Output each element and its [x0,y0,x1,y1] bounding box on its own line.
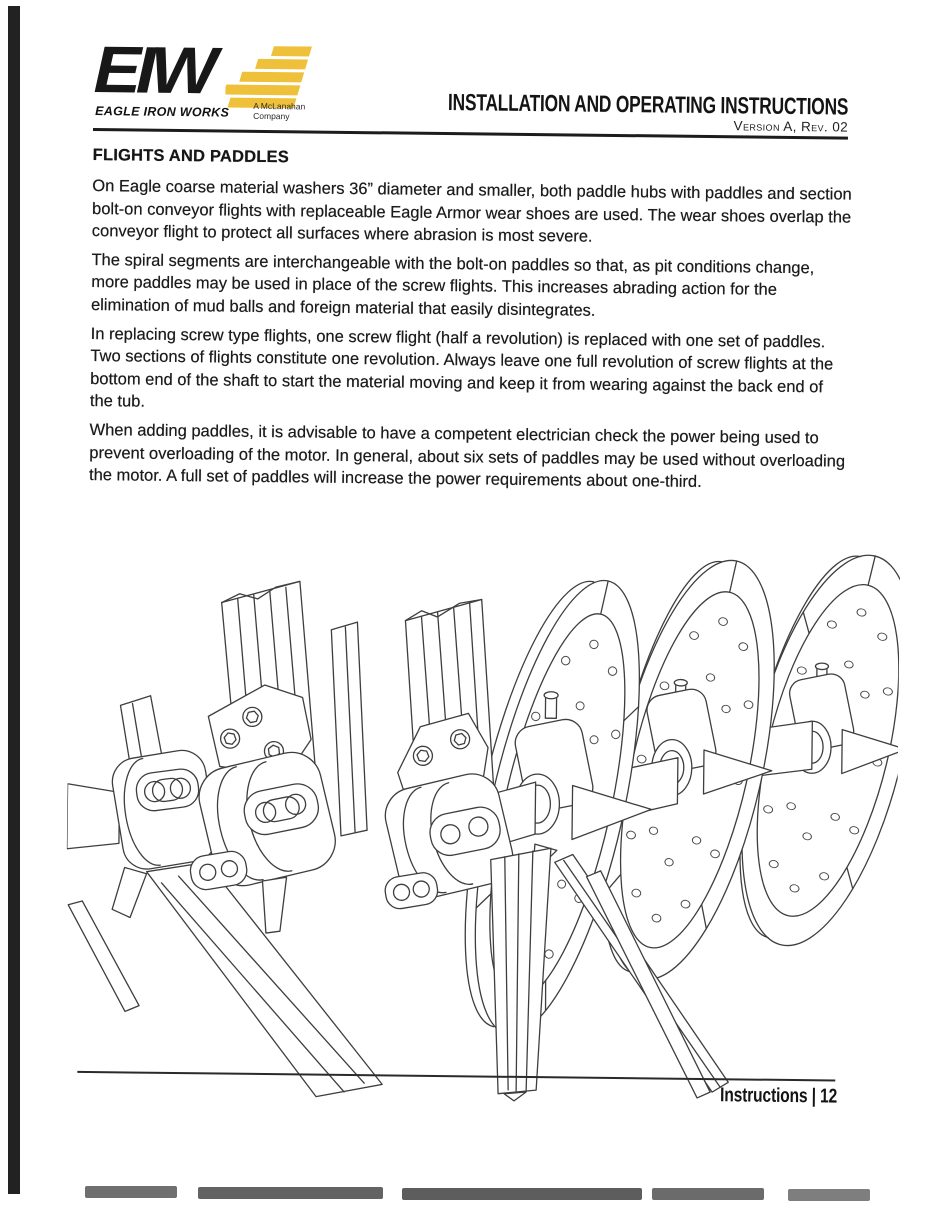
logo [93,32,354,131]
header-version: Version A, Rev. 02 [733,118,849,135]
logo-wordmark: EIW [93,32,213,108]
scan-bottom-edge-artifact [788,1189,870,1201]
paragraph-2: The spiral segments are interchangeable with the bolt-on paddles so that, as pit conditions change, more paddles may be used in place of the screw flights. This increases abrading action for the elimination of mud balls and foreign material that easily disintegrates. [90,250,815,320]
scan-bottom-edge-artifact [198,1187,383,1199]
footer-page-label: Instructions | 12 [719,1084,838,1108]
section-heading: FLIGHTS AND PADDLES [92,146,290,167]
logo-company-line2: Company [253,110,290,122]
logo-tagline: EAGLE IRON WORKS [95,104,230,120]
figure-drawing [64,537,900,1106]
paragraph-4: When adding paddles, it is advisable to have a competent electrician check the power being used to prevent overloading of the motor. In general, about six sets of paddles may be used without overloading the motor. A full set of paddles will increase the power requirements about one-third. [88,420,846,492]
scan-bottom-edge-artifact [652,1188,764,1200]
header-title: INSTALLATION AND OPERATING INSTRUCTIONS [447,89,849,120]
paddle-assembly-1 [187,580,370,934]
paddle-blade-lower-center [488,848,551,1102]
scan-bottom-edge-artifact [402,1188,642,1200]
document-body [89,146,853,501]
shaft-left-stub [67,784,120,850]
logo-company [253,101,305,122]
logo-company-line1: A McLanahan [253,100,306,112]
scan-bottom-edge-artifact [85,1186,177,1198]
paragraph-3: In replacing screw type flights, one screw flight (half a revolution) is replaced with one set of paddles. Two sections of flights constitute one revolution. Always leave one full revolution of screw flights at the bottom end of the shaft to start the material moving and keep it from wearing against the back end of the tub. [89,324,834,411]
paragraph-1: On Eagle coarse material washers 36” diameter and smaller, both paddle hubs with paddles and section bolt-on conveyor flights with replaceable Eagle Armor wear shoes are used. The wear shoes overlap the conveyor flight to protect all surfaces where abrasion is most severe. [91,177,852,246]
scan-left-edge-artifact [8,6,20,1194]
